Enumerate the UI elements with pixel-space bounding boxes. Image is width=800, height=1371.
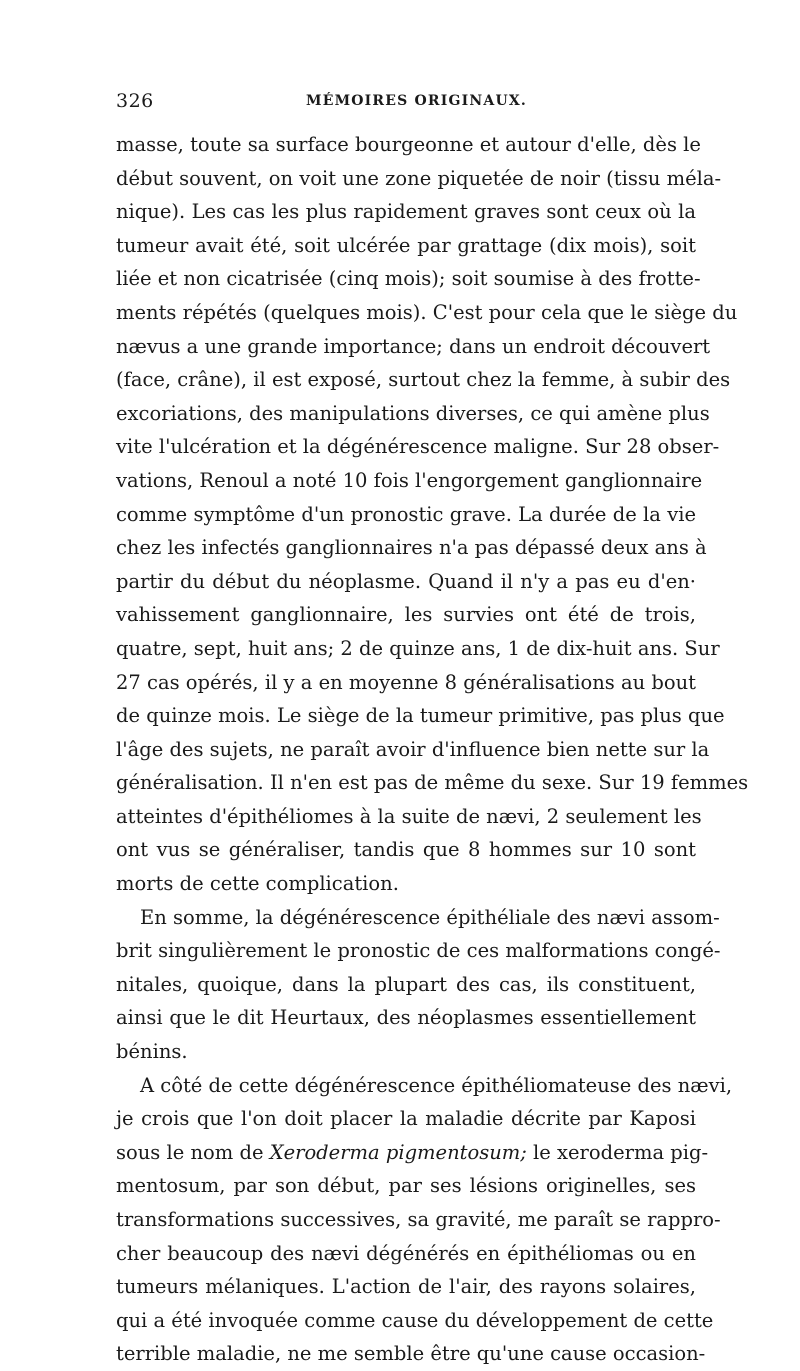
text-line: qui a été invoquée comme cause du développement de cette — [116, 1308, 714, 1332]
text-line: mentosum, par son début, par ses lésions originelles, ses — [116, 1174, 696, 1198]
text-line: l'âge des sujets, ne paraît avoir d'influence bien nette sur la — [116, 737, 710, 761]
text-line: nitales, quoique, dans la plupart des cas, ils constituent, — [116, 972, 696, 996]
line-text-before: sous le nom de — [116, 1140, 270, 1164]
text-line: vahissement ganglionnaire, les survies ont été de trois, — [116, 603, 696, 627]
body-text — [116, 128, 749, 1371]
text-line: liée et non cicatrisée (cinq mois); soit soumise à des frotte- — [116, 267, 701, 291]
text-line: de quinze mois. Le siège de la tumeur primitive, pas plus que — [116, 704, 725, 728]
text-line: ainsi que le dit Heurtaux, des néoplasmes essentiellement — [116, 1006, 696, 1030]
text-line: je crois que l'on doit placer la maladie décrite par Kaposi — [116, 1107, 696, 1131]
running-head: MÉMOIRES ORIGINAUX. — [306, 93, 527, 109]
text-line: ont vus se généraliser, tandis que 8 hommes sur 10 sont — [116, 838, 696, 862]
paragraph-end-line: morts de cette complication. — [116, 872, 399, 896]
text-line: nævus a une grande importance; dans un endroit découvert — [116, 334, 711, 358]
text-line: tumeurs mélaniques. L'action de l'air, des rayons solaires, — [116, 1275, 696, 1299]
text-line: comme symptôme d'un pronostic grave. La durée de la vie — [116, 502, 696, 526]
text-line: quatre, sept, huit ans; 2 de quinze ans, 1 de dix-huit ans. Sur — [116, 636, 720, 660]
text-line: (face, crâne), il est exposé, surtout chez la femme, à subir des — [116, 368, 731, 392]
text-line: atteintes d'épithéliomes à la suite de nævi, 2 seulement les — [116, 804, 702, 828]
text-line: chez les infectés ganglionnaires n'a pas dépassé deux ans à — [116, 536, 707, 560]
text-line: ments répétés (quelques mois). C'est pour cela que le siège du — [116, 300, 738, 324]
text-line: début souvent, on voit une zone piquetée de noir (tissu méla- — [116, 166, 722, 190]
text-line: brit singulièrement le pronostic de ces malformations congé- — [116, 939, 721, 963]
paragraph-end-line: bénins. — [116, 1040, 188, 1064]
line-text-after: le xeroderma pig- — [526, 1140, 709, 1164]
text-line: 27 cas opérés, il y a en moyenne 8 généralisations au bout — [116, 670, 696, 694]
text-line: masse, toute sa surface bourgeonne et autour d'elle, dès le — [116, 133, 701, 156]
text-line: vite l'ulcération et la dégénérescence maligne. Sur 28 obser- — [116, 435, 720, 459]
text-line: transformations successives, sa gravité, me paraît se rappro- — [116, 1208, 721, 1231]
text-line: tumeur avait été, soit ulcérée par grattage (dix mois), soit — [116, 233, 696, 257]
page-header — [116, 90, 696, 120]
text-line: terrible maladie, ne me semble être qu'une cause occasion- — [116, 1342, 706, 1366]
text-line: vations, Renoul a noté 10 fois l'engorgement ganglionnaire — [116, 468, 703, 492]
text-line: partir du début du néoplasme. Quand il n'y a pas eu d'en· — [116, 569, 696, 593]
text-line: cher beaucoup des nævi dégénérés en épithéliomas ou en — [116, 1241, 696, 1265]
italic-title: Xeroderma pigmentosum; — [269, 1140, 527, 1164]
text-line: excoriations, des manipulations diverses, ce qui amène plus — [116, 401, 710, 425]
text-line: généralisation. Il n'en est pas de même du sexe. Sur 19 femmes — [116, 771, 749, 795]
paragraph-start-line: En somme, la dégénérescence épithéliale des nævi assom- — [140, 905, 720, 929]
text-line-with-italic — [116, 1136, 709, 1170]
paragraph-start-line: A côté de cette dégénérescence épithéliomateuse des nævi, — [140, 1073, 733, 1097]
text-line: nique). Les cas les plus rapidement graves sont ceux où la — [116, 200, 696, 224]
page-number: 326 — [116, 90, 154, 112]
